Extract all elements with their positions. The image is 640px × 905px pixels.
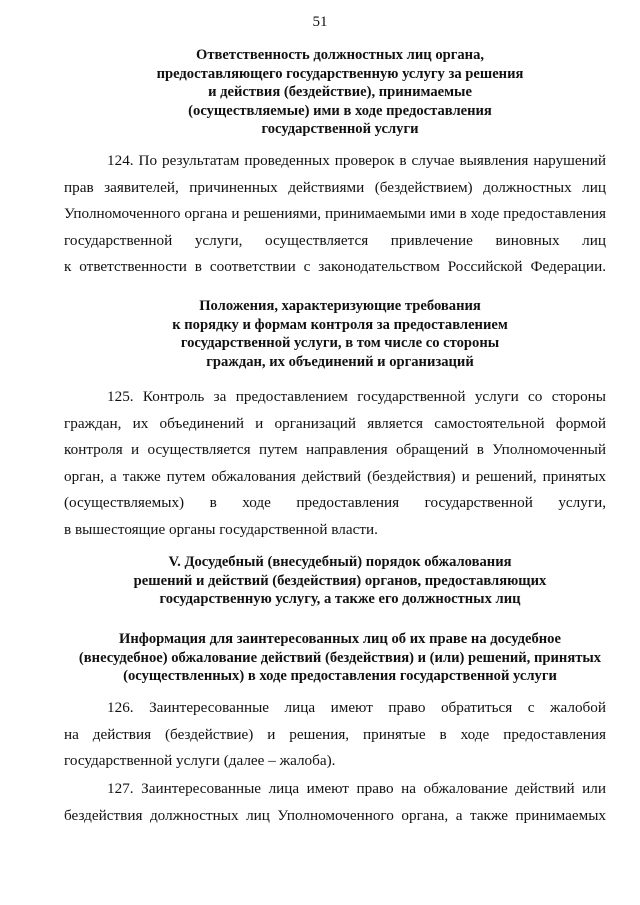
heading-line: предоставляющего государственную услугу за решения bbox=[156, 65, 524, 82]
heading-line: граждан, их объединений и организаций bbox=[206, 353, 474, 370]
paragraph-line: 125. Контроль за предоставлением государственной услуги со стороны bbox=[107, 388, 606, 405]
paragraph-line: контроля и осуществляется путем направления обращений в Уполномоченный bbox=[64, 441, 606, 458]
heading-line: Ответственность должностных лиц органа, bbox=[195, 47, 485, 63]
paragraph-line: государственной услуги (далее – жалоба). bbox=[64, 752, 336, 769]
paragraph-124 bbox=[64, 148, 606, 281]
heading-line: и действия (бездействие), принимаемые bbox=[208, 84, 472, 100]
heading-line: решений и действий (бездействия) органов, предоставляющих bbox=[133, 572, 547, 589]
heading-line: к порядку и формам контроля за предоставлением bbox=[172, 316, 508, 333]
heading-line: (осуществленных) в ходе предоставления государственной услуги bbox=[123, 668, 557, 684]
section-heading-pretrial-appeal bbox=[60, 553, 620, 609]
heading-line: государственной услуги bbox=[261, 121, 419, 137]
paragraph-line: 124. По результатам проведенных проверок в случае выявления нарушений bbox=[107, 152, 606, 169]
section-heading-control-requirements bbox=[60, 297, 620, 371]
paragraph-line: в вышестоящие органы государственной власти. bbox=[64, 520, 378, 538]
heading-line: государственную услугу, а также его должностных лиц bbox=[159, 591, 521, 607]
section-heading-responsibility bbox=[60, 46, 620, 139]
paragraph-line: государственной услуги, осуществляется привлечение виновных лиц bbox=[64, 231, 606, 249]
paragraph-line: 126. Заинтересованные лица имеют право обратиться с жалобой bbox=[107, 699, 606, 716]
paragraph-126 bbox=[64, 695, 606, 775]
heading-line: V. Досудебный (внесудебный) порядок обжалования bbox=[168, 554, 512, 570]
heading-line: (внесудебное) обжалование действий (бездействия) и (или) решений, принятых bbox=[78, 649, 602, 666]
paragraph-line: Уполномоченного органа и решениями, принимаемыми ими в ходе предоставления bbox=[64, 205, 606, 222]
paragraph-125 bbox=[64, 384, 606, 543]
paragraph-line: 127. Заинтересованные лица имеют право на обжалование действий или bbox=[107, 780, 606, 797]
section-heading-appeal-information bbox=[60, 630, 620, 686]
heading-line: Положения, характеризующие требования bbox=[199, 298, 481, 314]
paragraph-line: (осуществляемых) в ходе предоставления государственной услуги, bbox=[64, 494, 606, 511]
page-number: 51 bbox=[312, 14, 328, 30]
paragraph-line: граждан, их объединений и организаций является самостоятельной формой bbox=[64, 414, 606, 432]
heading-line: государственной услуги, в том числе со стороны bbox=[180, 335, 500, 351]
paragraph-line: орган, а также путем обжалования действий (бездействия) и решений, принятых bbox=[64, 467, 606, 485]
paragraph-line: на действия (бездействие) и решения, принятые в ходе предоставления bbox=[64, 725, 606, 743]
paragraph-line: бездействия должностных лиц Уполномоченного органа, а также принимаемых bbox=[64, 806, 606, 824]
heading-line: Информация для заинтересованных лиц об их праве на досудебное bbox=[119, 631, 561, 647]
paragraph-line: прав заявителей, причиненных действиями (бездействием) должностных лиц bbox=[64, 178, 606, 196]
paragraph-127 bbox=[64, 776, 606, 829]
paragraph-line: к ответственности в соответствии с законодательством Российской Федерации. bbox=[64, 258, 606, 275]
heading-line: (осуществляемые) ими в ходе предоставления bbox=[188, 102, 492, 119]
